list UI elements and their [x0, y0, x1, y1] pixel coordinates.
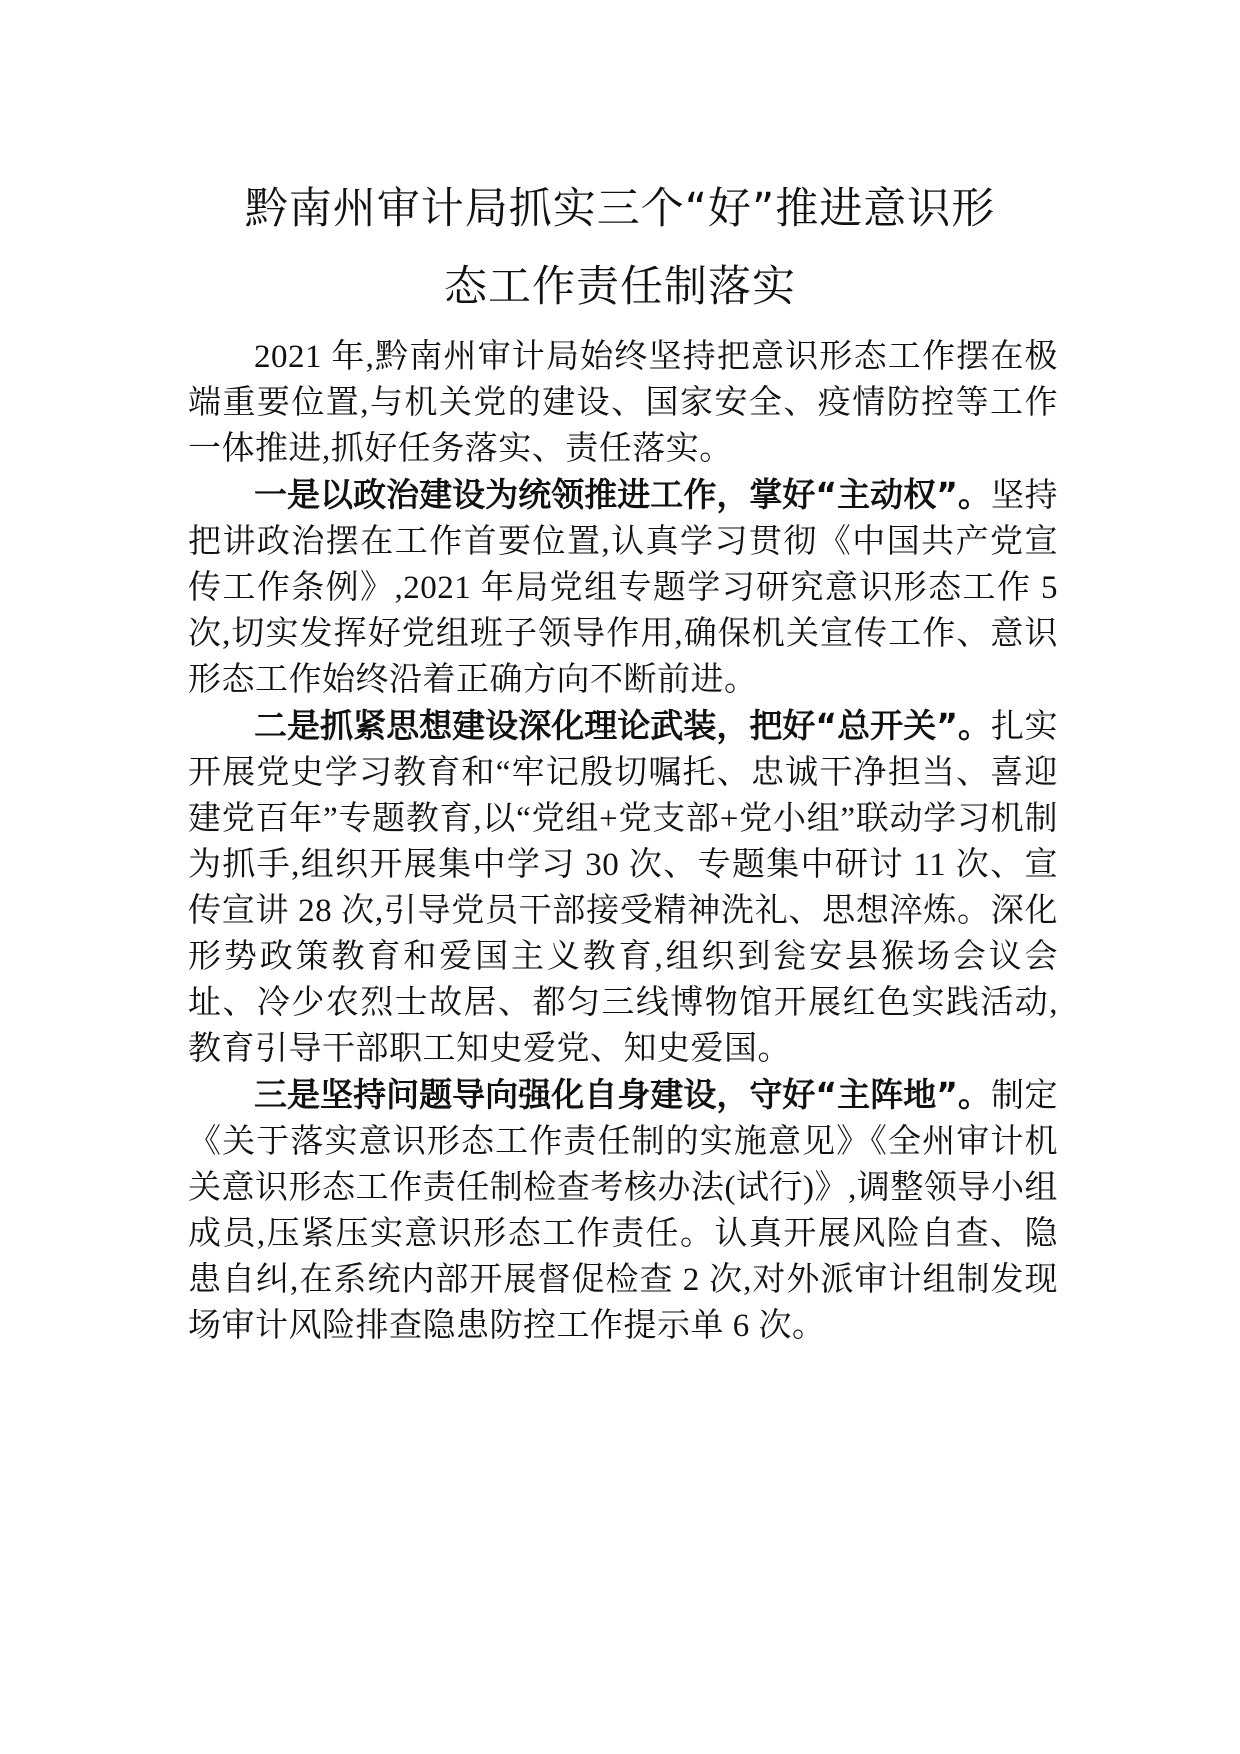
title-line-2: 态工作责任制落实	[444, 262, 796, 312]
section-text-1: 坚持把讲政治摆在工作首要位置,认真学习贯彻《中国共产党宣传工作条例》,2021 年局党组专题学习研究意识形态工作 5 次,切实发挥好党组班子领导作用,确保机关宣传工作、意识形态工作始终沿着正确方向不断前进。	[188, 478, 1058, 698]
section-lead-2: 二是抓紧思想建设深化理论武装，把好“总开关”。	[254, 706, 991, 745]
document-body	[188, 334, 1058, 1349]
intro-paragraph: 2021 年,黔南州审计局始终坚持把意识形态工作摆在极端重要位置,与机关党的建设、国家安全、疫情防控等工作一体推进,抓好任务落实、责任落实。	[188, 339, 1058, 467]
section-text-2: 扎实开展党史学习教育和“牢记殷切嘱托、忠诚干净担当、喜迎建党百年”专题教育,以“党组+党支部+党小组”联动学习机制为抓手,组织开展集中学习 30 次、专题集中研讨 11 次、宣传宣讲 28 次,引导党员干部接受精神洗礼、思想淬炼。深化形势政策教育和爱国主义教育,组织到瓮安县猴场会议会址、冷少农烈士故居、都匀三线博物馆开展红色实践活动,教育引导干部职工知史爱党、知史爱国。	[188, 709, 1058, 1067]
section-text-3: 制定《关于落实意识形态工作责任制的实施意见》《全州审计机关意识形态工作责任制检查考核办法(试行)》,调整领导小组成员,压紧压实意识形态工作责任。认真开展风险自查、隐患自纠,在系统内部开展督促检查 2 次,对外派审计组制发现场审计风险排查隐患防控工作提示单 6 次。	[188, 1078, 1058, 1344]
section-paragraph-1	[188, 472, 1058, 703]
section-lead-3: 三是坚持问题导向强化自身建设，守好“主阵地”。	[254, 1075, 991, 1114]
section-paragraph-2	[188, 703, 1058, 1072]
title-line-1: 黔南州审计局抓实三个“好”推进意识形	[244, 184, 996, 234]
document-title	[170, 170, 1070, 326]
section-lead-1: 一是以政治建设为统领推进工作，掌好“主动权”。	[254, 475, 991, 514]
section-paragraph-3	[188, 1072, 1058, 1349]
